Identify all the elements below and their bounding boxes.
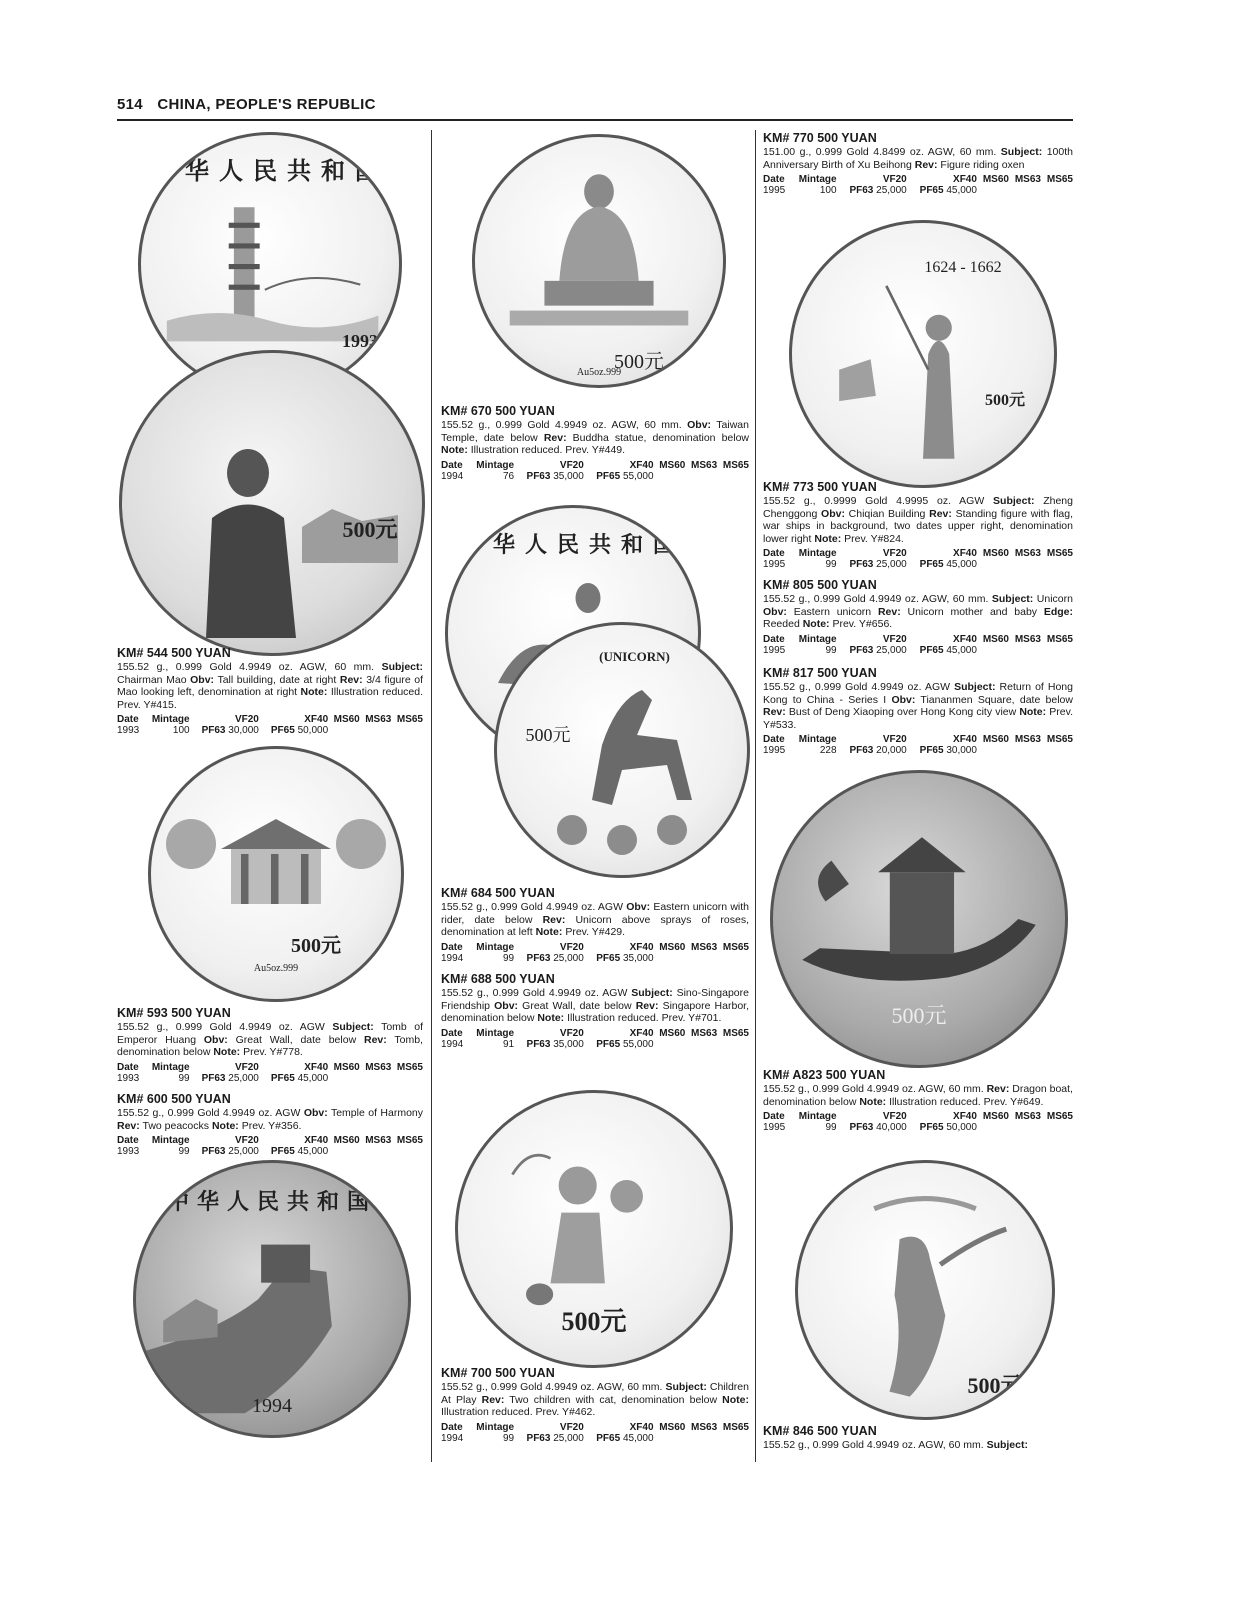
- entry-description: 155.52 g., 0.9999 Gold 4.9995 oz. AGW Subject: Zheng Chenggong Obv: Chiqian Building Rev: Standing figure with flag, war ships in background, two dates upper right, denomination lower right Note: Prev. Y#824.: [763, 495, 1074, 545]
- coin-value: 500元: [891, 1003, 947, 1028]
- mintage-table: Date Mintage VF20 XF40 MS60 MS63 MS65 1994 76 PF63 35,000 PF65 55,000: [441, 459, 749, 482]
- coin-value: 500元: [525, 725, 571, 745]
- mintage-table: Date Mintage VF20 XF40 MS60 MS63 MS65 1995 99 PF63 40,000 PF65 50,000: [763, 1111, 1073, 1133]
- coin-value: 500元: [967, 1373, 1023, 1398]
- entry-description: 155.52 g., 0.999 Gold 4.9949 oz. AGW, 60 mm. Subject: Chairman Mao Obv: Tall building, date at right Rev: 3/4 figure of Mao looking left, denomination at right Note: Illustration reduced. Prev. Y#415.: [117, 661, 424, 711]
- mintage-table: Date Mintage VF20 XF40 MS60 MS63 MS65 1994 99 PF63 25,000 PF65 45,000: [441, 1421, 749, 1444]
- table-row: 1994 99 PF63 25,000 PF65 45,000: [441, 1432, 654, 1444]
- entry-title: KM# A823 500 YUAN: [763, 1068, 886, 1082]
- coin-value: 500元: [561, 1307, 627, 1336]
- tomb-pavilion-illustration: [151, 749, 401, 999]
- catalog-entry-km544: [117, 646, 423, 736]
- catalog-entry-km593: [117, 1006, 423, 1084]
- entry-title: KM# 688 500 YUAN: [441, 972, 555, 986]
- entry-description: 155.52 g., 0.999 Gold 4.9949 oz. AGW Subject: Tomb of Emperor Huang Obv: Great Wall, date below Rev: Tomb, denomination below Note: Prev. Y#778.: [117, 1021, 423, 1058]
- coin-image-km600: [133, 1160, 411, 1438]
- page-number: 514: [117, 96, 143, 113]
- column-divider-right: [755, 130, 756, 1462]
- entry-description: 155.52 g., 0.999 Gold 4.9949 oz. AGW, 60 mm. Subject: Children At Play Rev: Two children with cat, denomination below Note: Illustration reduced. Prev. Y#462.: [441, 1381, 750, 1418]
- coin-image-km593: [148, 746, 404, 1002]
- coin-image-km684-reverse: [494, 622, 750, 878]
- table-row: 1995 228 PF63 20,000 PF65 30,000: [763, 745, 977, 756]
- mintage-table: Date Mintage VF20 XF40 MS60 MS63 MS65 1995 228 PF63 20,000 PF65 30,000: [763, 734, 1073, 756]
- coin-image-kmA823: [770, 770, 1068, 1068]
- mao-figure-illustration: [122, 353, 422, 653]
- mintage-table: Date Mintage VF20 XF40 MS60 MS63 MS65 1993 100 PF63 30,000 PF65 50,000: [117, 714, 423, 736]
- coin-inscription: 中华人民共和国: [460, 532, 685, 557]
- mintage-table: Date Mintage VF20 XF40 MS60 MS63 MS65 1994 91 PF63 35,000 PF65 55,000: [441, 1027, 749, 1050]
- entry-description: 155.52 g., 0.999 Gold 4.9949 oz. AGW, 60 mm. Rev: Dragon boat, denomination below Note: Illustration reduced. Prev. Y#649.: [763, 1083, 1073, 1108]
- entry-description: 155.52 g., 0.999 Gold 4.9949 oz. AGW Subject: Sino-Singapore Friendship Obv: Great Wall, date below Rev: Singapore Harbor, denomination below Note: Illustration reduced. Prev. Y#701.: [441, 987, 749, 1024]
- coin-image-km846: [795, 1160, 1055, 1420]
- entry-title: KM# 770 500 YUAN: [763, 131, 877, 145]
- entry-description: 155.52 g., 0.999 Gold 4.9949 oz. AGW, 60 mm. Subject: Unicorn Obv: Eastern unicorn Rev: Unicorn mother and baby Edge: Reeded Note: Prev. Y#656.: [763, 593, 1073, 630]
- entry-title: KM# 593 500 YUAN: [117, 1006, 231, 1020]
- mintage-table: Date Mintage VF20 XF40 MS60 MS63 MS65 1995 100 PF63 25,000 PF65 45,000: [763, 174, 1073, 196]
- catalog-entry-km805: [763, 578, 1073, 656]
- coin-value: 500元: [984, 392, 1025, 409]
- entry-title: KM# 817 500 YUAN: [763, 666, 877, 680]
- page-header: [117, 96, 1073, 118]
- coin-image-km670: [472, 134, 726, 388]
- catalog-entry-km773: [763, 480, 1073, 570]
- coin-dates: 1624 - 1662: [924, 259, 1002, 276]
- table-row: 1993 99 PF63 25,000 PF65 45,000: [117, 1072, 329, 1084]
- coin-inscription: (UNICORN): [599, 649, 670, 664]
- entry-description: 155.52 g., 0.999 Gold 4.9949 oz. AGW Obv: Eastern unicorn with rider, date below Rev: Unicorn above sprays of roses, denomination at left Note: Prev. Y#429.: [441, 901, 750, 938]
- catalog-entry-km600: [117, 1092, 423, 1157]
- mintage-table: Date Mintage VF20 XF40 MS60 MS63 MS65 1994 99 PF63 25,000 PF65 35,000: [441, 941, 749, 964]
- coin-year: 1994: [252, 1395, 292, 1417]
- table-row: 1993 100 PF63 30,000 PF65 50,000: [117, 725, 329, 736]
- mintage-table: Date Mintage VF20 XF40 MS60 MS63 MS65 1995 99 PF63 25,000 PF65 45,000: [763, 633, 1073, 656]
- entry-title: KM# 684 500 YUAN: [441, 886, 555, 900]
- entry-description: 155.52 g., 0.999 Gold 4.9949 oz. AGW Subject: Return of Hong Kong to China - Series I Obv: Tiananmen Square, date below Rev: Bust of Deng Xiaoping over Hong Kong city view Note: Prev. Y#533.: [763, 681, 1073, 731]
- catalog-entry-km770: [763, 131, 1073, 196]
- catalog-entry-km700: [441, 1366, 749, 1444]
- mintage-table: Date Mintage VF20 XF40 MS60 MS63 MS65 1993 99 PF63 25,000 PF65 45,000: [117, 1135, 423, 1157]
- coin-fineness: Au5oz.999: [576, 367, 622, 378]
- page-title: CHINA, PEOPLE'S REPUBLIC: [157, 96, 376, 113]
- entry-title: KM# 700 500 YUAN: [441, 1366, 555, 1380]
- entry-title: KM# 773 500 YUAN: [763, 480, 877, 494]
- coin-value: 500元: [614, 351, 664, 373]
- entry-title: KM# 805 500 YUAN: [763, 578, 877, 592]
- table-row: 1994 99 PF63 25,000 PF65 35,000: [441, 952, 654, 964]
- coin-image-km700: [455, 1090, 733, 1368]
- catalog-entry-km846: [763, 1424, 1073, 1452]
- entry-description: 151.00 g., 0.999 Gold 4.8499 oz. AGW, 60 mm. Subject: 100th Anniversary Birth of Xu Beihong Rev: Figure riding oxen: [763, 146, 1073, 171]
- coin-value: 500元: [291, 935, 341, 957]
- mintage-table: Date Mintage VF20 XF40 MS60 MS63 MS65 1995 99 PF63 25,000 PF65 45,000: [763, 548, 1073, 570]
- entry-title: KM# 846 500 YUAN: [763, 1424, 877, 1438]
- table-row: 1995 99 PF63 40,000 PF65 50,000: [763, 1122, 977, 1133]
- coin-inscription: 中华人民共和国: [151, 159, 389, 185]
- catalog-entry-km688: [441, 972, 749, 1050]
- entry-title: KM# 670 500 YUAN: [441, 404, 555, 418]
- coin-image-km544-reverse: [119, 350, 425, 656]
- table-row: 1993 99 PF63 25,000 PF65 45,000: [117, 1146, 329, 1157]
- entry-description: 155.52 g., 0.999 Gold 4.9949 oz. AGW, 60 mm. Obv: Taiwan Temple, date below Rev: Buddha statue, denomination below Note: Illustration reduced. Prev. Y#449.: [441, 419, 750, 456]
- entry-description: 155.52 g., 0.999 Gold 4.9949 oz. AGW, 60 mm. Subject:: [763, 1439, 1028, 1451]
- table-row: 1995 99 PF63 25,000 PF65 45,000: [763, 644, 977, 656]
- coin-year: 1993: [342, 331, 378, 351]
- header-rule: [117, 119, 1073, 121]
- catalog-entry-km670: [441, 404, 749, 482]
- table-row: 1994 76 PF63 35,000 PF65 55,000: [441, 470, 654, 482]
- catalog-entry-kmA823: [763, 1068, 1073, 1133]
- entry-title: KM# 544 500 YUAN: [117, 646, 231, 660]
- coin-image-km770: [789, 220, 1057, 488]
- coin-value: 500元: [342, 517, 398, 542]
- table-row: 1995 99 PF63 25,000 PF65 45,000: [763, 559, 977, 570]
- entry-description: 155.52 g., 0.999 Gold 4.9949 oz. AGW Obv: Temple of Harmony Rev: Two peacocks Note: Prev. Y#356.: [117, 1107, 424, 1132]
- column-divider-left: [431, 130, 432, 1462]
- table-row: 1995 100 PF63 25,000 PF65 45,000: [763, 185, 977, 196]
- coin-fineness: Au5oz.999: [253, 963, 299, 974]
- entry-title: KM# 600 500 YUAN: [117, 1092, 231, 1106]
- catalog-entry-km817: [763, 666, 1073, 756]
- catalog-entry-km684: [441, 886, 749, 964]
- mintage-table: Date Mintage VF20 XF40 MS60 MS63 MS65 1993 99 PF63 25,000 PF65 45,000: [117, 1061, 423, 1084]
- coin-inscription: 中华人民共和国: [166, 1189, 377, 1214]
- table-row: 1994 91 PF63 35,000 PF65 55,000: [441, 1038, 654, 1050]
